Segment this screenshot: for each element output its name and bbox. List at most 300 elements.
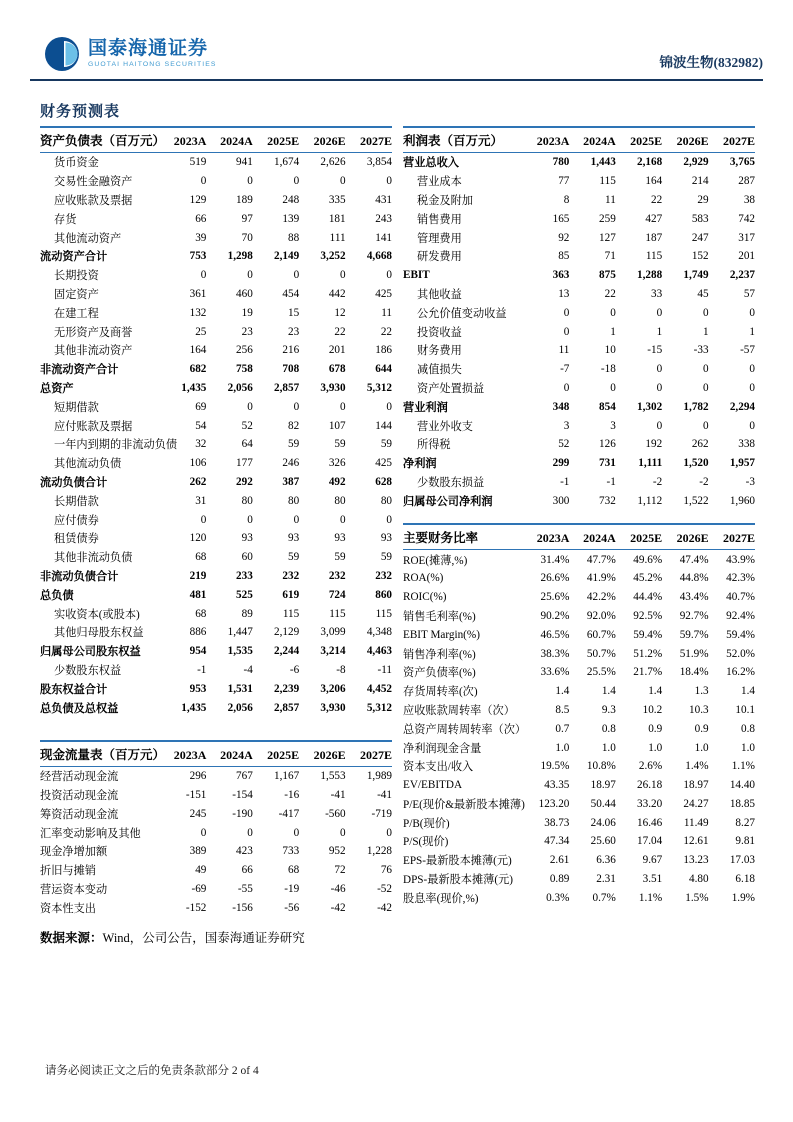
cell-value: 129 <box>189 193 207 206</box>
row-label: 应付账款及票据 <box>54 420 133 433</box>
cell-value: 139 <box>282 212 300 225</box>
year-col-header: 2023A <box>536 531 570 546</box>
cell-value: 85 <box>558 250 570 263</box>
cell-value: -417 <box>278 807 300 820</box>
cell-value: 3,206 <box>320 682 346 695</box>
cell-value: 123.20 <box>538 797 570 810</box>
cell-value: 296 <box>189 770 207 783</box>
cell-value: 181 <box>328 212 346 225</box>
row-label: 折旧与摊销 <box>40 865 96 878</box>
cell-value: 40.7% <box>726 591 755 604</box>
cell-value: -6 <box>289 663 300 676</box>
brand-name-cn: 国泰海通证券 <box>88 38 209 60</box>
cell-value: 361 <box>189 287 207 300</box>
cell-value: 363 <box>552 269 570 282</box>
table-row <box>403 888 755 907</box>
cell-value: 33 <box>651 287 663 300</box>
cell-value: 47.4% <box>679 553 709 566</box>
cell-value: 0 <box>610 381 616 394</box>
cell-value: 1.4 <box>648 685 663 698</box>
cell-value: 300 <box>552 494 570 507</box>
table-row <box>403 341 755 360</box>
cell-value: 22 <box>334 325 346 338</box>
cell-value: 89 <box>241 607 253 620</box>
table-row <box>403 266 755 285</box>
cell-value: 0 <box>610 306 616 319</box>
cell-value: 3,099 <box>320 626 346 639</box>
cell-value: 0 <box>656 363 663 376</box>
cell-value: 1,535 <box>227 645 253 658</box>
cell-value: 0 <box>293 175 300 188</box>
cell-value: -719 <box>371 807 392 820</box>
cell-value: 3,930 <box>320 381 346 394</box>
cell-value: 1 <box>749 325 755 338</box>
cell-value: 0 <box>200 826 207 839</box>
row-label: 净利润现金含量 <box>403 742 482 755</box>
cell-value: 1.0 <box>555 741 570 754</box>
year-col-header: 2024A <box>583 531 616 546</box>
cell-value: -56 <box>284 901 300 914</box>
cell-value: 2,929 <box>683 156 709 169</box>
table-row <box>40 548 392 567</box>
cell-value: 111 <box>329 231 346 244</box>
cell-value: -2 <box>699 475 709 488</box>
row-label: 其他非流动资产 <box>54 345 133 358</box>
cell-value: 2,237 <box>729 269 755 282</box>
cell-value: 1.4 <box>555 685 570 698</box>
table-row <box>403 285 755 304</box>
row-label: 流动负债合计 <box>40 476 108 489</box>
cell-value: 0 <box>386 269 392 282</box>
table-row <box>403 191 755 210</box>
cell-value: 3,214 <box>320 645 346 658</box>
cell-value: 3 <box>610 419 616 432</box>
table-row <box>403 813 755 832</box>
table-title: 现金流量表（百万元） <box>40 747 166 762</box>
cell-value: 165 <box>552 212 570 225</box>
year-col-header: 2025E <box>630 134 663 148</box>
row-label: EBIT Margin(%) <box>403 628 480 641</box>
row-label: P/B(现价) <box>403 817 450 830</box>
cell-value: 708 <box>282 363 300 376</box>
table-row <box>403 701 755 720</box>
cell-value: 731 <box>599 457 616 470</box>
data-source-label: 数据来源： <box>40 931 103 945</box>
row-label: 减值损失 <box>417 364 462 377</box>
cell-value: 115 <box>329 607 346 620</box>
row-label: 非流动资产合计 <box>40 364 119 377</box>
table-row <box>403 569 755 588</box>
cell-value: 189 <box>236 193 253 206</box>
cell-value: 5,312 <box>366 381 392 394</box>
cell-value: 8.27 <box>735 816 755 829</box>
cell-value: 1,749 <box>683 269 709 282</box>
row-label: 研发费用 <box>417 251 462 264</box>
table-row <box>40 529 392 548</box>
cell-value: 780 <box>552 156 570 169</box>
cell-value: 201 <box>738 250 755 263</box>
cell-value: 644 <box>375 363 392 376</box>
row-label: 长期投资 <box>54 270 99 283</box>
cell-value: 10.1 <box>735 703 755 716</box>
cell-value: 23 <box>288 325 300 338</box>
cell-value: 2,857 <box>274 701 300 714</box>
cell-value: 24.06 <box>590 816 616 829</box>
cell-value: 732 <box>599 494 616 507</box>
cell-value: 31.4% <box>540 553 570 566</box>
cell-value: 682 <box>189 363 207 376</box>
cell-value: 1.0 <box>601 741 616 754</box>
cell-value: -69 <box>191 883 207 896</box>
cell-value: 22 <box>651 193 663 206</box>
cell-value: 3,765 <box>729 156 755 169</box>
cell-value: 753 <box>189 250 207 263</box>
cell-value: 60.7% <box>586 628 616 641</box>
cell-value: 1,531 <box>227 682 253 695</box>
year-col-header: 2026E <box>313 747 346 762</box>
cell-value: 1,443 <box>590 156 616 169</box>
cell-value: 0 <box>200 175 207 188</box>
cell-value: 80 <box>288 494 300 507</box>
cell-value: 144 <box>375 419 392 432</box>
cell-value: 481 <box>189 588 207 601</box>
year-col-header: 2023A <box>173 747 207 762</box>
table-row <box>403 435 755 454</box>
cell-value: 0 <box>656 419 663 432</box>
cell-value: 767 <box>236 770 253 783</box>
table-row <box>403 397 755 416</box>
cell-value: 0.7 <box>555 722 570 735</box>
cell-value: 860 <box>375 588 392 601</box>
cell-value: 952 <box>328 845 346 858</box>
cell-value: 80 <box>334 494 346 507</box>
cell-value: 1,435 <box>181 701 207 714</box>
row-label: 资产负债率(%) <box>403 667 476 680</box>
cell-value: 93 <box>334 532 346 545</box>
cash-flow-table <box>40 740 392 917</box>
table-title: 主要财务比率 <box>403 531 479 546</box>
cell-value: 1,553 <box>320 770 346 783</box>
cell-value: 0 <box>703 363 709 376</box>
year-col-header: 2027E <box>722 134 755 148</box>
table-row <box>40 805 392 824</box>
cell-value: 18.85 <box>729 797 755 810</box>
table-row <box>40 191 392 210</box>
table-row <box>403 682 755 701</box>
cell-value: 0 <box>386 513 392 526</box>
cell-value: 3.51 <box>642 873 663 886</box>
row-label: 固定资产 <box>54 288 99 301</box>
cell-value: 51.2% <box>633 647 663 660</box>
cell-value: 0 <box>749 381 755 394</box>
table-row <box>403 663 755 682</box>
row-label: DPS-最新股本摊薄(元) <box>403 874 514 887</box>
cell-value: 192 <box>645 438 663 451</box>
cell-value: 0 <box>247 513 253 526</box>
cell-value: 1,111 <box>638 457 663 470</box>
table-row <box>40 153 392 172</box>
cell-value: 42.2% <box>586 591 616 604</box>
right-column <box>403 126 755 917</box>
cell-value: 4,348 <box>366 626 392 639</box>
table-row <box>40 397 392 416</box>
table-row <box>40 341 392 360</box>
cell-value: 1,520 <box>683 457 709 470</box>
cell-value: 1,989 <box>366 770 392 783</box>
cell-value: 0 <box>293 269 300 282</box>
row-label: 货币资金 <box>54 157 99 170</box>
cell-value: 0.3% <box>546 891 570 904</box>
row-label: 投资活动现金流 <box>40 790 119 803</box>
cell-value: -57 <box>740 344 755 357</box>
cell-value: 348 <box>552 400 570 413</box>
row-label: 资本支出/收入 <box>403 761 474 774</box>
cell-value: 54 <box>195 419 207 432</box>
table-row <box>40 767 392 786</box>
cell-value: 4,668 <box>366 250 392 263</box>
row-label: 营业总收入 <box>403 157 459 170</box>
cell-value: 49.6% <box>633 553 663 566</box>
cell-value: 299 <box>552 457 570 470</box>
table-row <box>40 861 392 880</box>
row-label: 应收账款及票据 <box>54 194 133 207</box>
cell-value: 0 <box>563 381 570 394</box>
cell-value: -1 <box>606 475 616 488</box>
table-row <box>403 209 755 228</box>
cell-value: 72 <box>334 864 346 877</box>
cell-value: 59 <box>380 551 392 564</box>
cell-value: 16.46 <box>637 816 663 829</box>
table-row <box>40 473 392 492</box>
cell-value: 13.23 <box>683 854 709 867</box>
cell-value: 0 <box>749 419 755 432</box>
cell-value: 1,957 <box>729 457 755 470</box>
cell-value: 1,782 <box>683 400 709 413</box>
cell-value: 152 <box>691 250 709 263</box>
content-area <box>40 126 755 917</box>
cell-value: 256 <box>236 344 253 357</box>
cell-value: 1,674 <box>274 156 300 169</box>
cell-value: 232 <box>282 569 300 582</box>
cell-value: 3 <box>563 419 570 432</box>
table-row <box>40 454 392 473</box>
cell-value: 0 <box>563 306 570 319</box>
cell-value: -55 <box>237 883 253 896</box>
row-label: 经营活动现金流 <box>40 771 119 784</box>
row-label: ROA(%) <box>403 572 444 585</box>
cell-value: 3,854 <box>366 156 392 169</box>
cell-value: 247 <box>691 231 709 244</box>
cell-value: 262 <box>189 475 207 488</box>
cell-value: 12.61 <box>683 835 709 848</box>
cell-value: 24.27 <box>683 797 709 810</box>
cell-value: 22 <box>604 287 616 300</box>
year-col-header: 2023A <box>173 134 207 148</box>
cell-value: 19.5% <box>540 760 570 773</box>
cell-value: -154 <box>232 789 253 802</box>
cell-value: 0.7% <box>592 891 616 904</box>
cell-value: 44.8% <box>679 572 709 585</box>
cell-value: 26.6% <box>540 572 570 585</box>
row-label: 少数股东损益 <box>417 476 485 489</box>
cell-value: 1.1% <box>731 760 755 773</box>
cell-value: 17.04 <box>637 835 663 848</box>
cell-value: 886 <box>189 626 207 639</box>
year-col-header: 2027E <box>722 531 755 546</box>
cell-value: 1,522 <box>683 494 709 507</box>
cell-value: 64 <box>241 438 253 451</box>
cell-value: 1.0 <box>694 741 709 754</box>
cell-value: 1.4 <box>601 685 616 698</box>
cell-value: 120 <box>189 532 207 545</box>
cell-value: 0 <box>749 363 755 376</box>
cell-value: 44.4% <box>633 591 663 604</box>
cell-value: 317 <box>738 231 755 244</box>
cell-value: 219 <box>189 569 207 582</box>
table-row <box>403 644 755 663</box>
cell-value: 0 <box>247 400 253 413</box>
table-row <box>403 454 755 473</box>
cell-value: 0 <box>386 826 392 839</box>
cell-value: 50.7% <box>586 647 616 660</box>
year-col-header: 2023A <box>536 134 570 148</box>
cell-value: 2,168 <box>637 156 663 169</box>
brand-logo <box>44 36 216 72</box>
table-title: 资产负债表（百万元） <box>40 134 166 148</box>
cell-value: 82 <box>288 419 300 432</box>
row-label: 股东权益合计 <box>40 683 108 696</box>
stock-name-label: 锦波生物(832982) <box>659 55 763 70</box>
cell-value: 80 <box>241 494 253 507</box>
cell-value: 0 <box>563 325 570 338</box>
cell-value: 66 <box>195 212 207 225</box>
row-label: 总负债及总权益 <box>40 702 119 715</box>
cell-value: 43.4% <box>679 591 709 604</box>
cell-value: 724 <box>328 588 346 601</box>
cell-value: 953 <box>189 682 207 695</box>
table-row <box>40 228 392 247</box>
table-row <box>40 379 392 398</box>
cell-value: 25.6% <box>540 591 570 604</box>
cell-value: -8 <box>336 663 346 676</box>
cell-value: 0 <box>293 513 300 526</box>
cell-value: 2,626 <box>320 156 346 169</box>
year-col-header: 2025E <box>630 531 663 546</box>
cell-value: 15 <box>288 306 300 319</box>
brand-name-en: GUOTAI HAITONG SECURITIES <box>88 61 217 69</box>
cell-value: 2,239 <box>274 682 300 695</box>
cell-value: -151 <box>185 789 207 802</box>
cell-value: 954 <box>189 645 207 658</box>
cell-value: 232 <box>328 569 346 582</box>
cell-value: 214 <box>691 175 709 188</box>
row-label: 短期借款 <box>54 401 99 414</box>
cell-value: 2,294 <box>729 400 755 413</box>
row-label: 非流动负债合计 <box>40 570 119 583</box>
cell-value: 33.6% <box>540 666 570 679</box>
cell-value: 1,298 <box>227 250 253 263</box>
table-row <box>40 322 392 341</box>
cell-value: 80 <box>380 494 392 507</box>
cell-value: 97 <box>241 212 253 225</box>
cell-value: 0.89 <box>549 873 570 886</box>
cell-value: 1.3 <box>694 685 709 698</box>
cell-value: 39 <box>195 231 207 244</box>
cell-value: 43.9% <box>726 553 755 566</box>
income-statement-header <box>403 126 755 153</box>
cell-value: 115 <box>375 607 392 620</box>
cell-value: 93 <box>380 532 392 545</box>
table-row <box>403 303 755 322</box>
cell-value: 0 <box>293 826 300 839</box>
cell-value: 132 <box>189 306 207 319</box>
table-row <box>403 172 755 191</box>
cell-value: 29 <box>697 193 709 206</box>
cell-value: 854 <box>599 400 616 413</box>
cell-value: -156 <box>232 901 253 914</box>
table-row <box>403 607 755 626</box>
cell-value: 13 <box>558 287 570 300</box>
income-statement-body <box>403 153 755 510</box>
cell-value: -33 <box>693 344 709 357</box>
cell-value: 42.3% <box>726 572 755 585</box>
cell-value: 1,112 <box>637 494 663 507</box>
cell-value: 619 <box>282 588 300 601</box>
row-label: 销售费用 <box>417 213 462 226</box>
cell-value: 47.7% <box>586 553 616 566</box>
cell-value: 9.3 <box>601 703 616 716</box>
cell-value: 41.9% <box>586 572 616 585</box>
table-title: 利润表（百万元） <box>403 134 504 148</box>
cell-value: 12 <box>334 306 346 319</box>
cell-value: -15 <box>647 344 663 357</box>
cell-value: 25.60 <box>590 835 616 848</box>
row-label: 其他流动资产 <box>54 232 122 245</box>
cell-value: 22 <box>380 325 392 338</box>
cell-value: 59 <box>380 438 392 451</box>
cell-value: 1 <box>703 325 709 338</box>
cell-value: 4,452 <box>366 682 392 695</box>
cell-value: 233 <box>236 569 253 582</box>
row-label: 租赁债券 <box>54 533 99 546</box>
cell-value: 141 <box>375 231 392 244</box>
cell-value: 2.61 <box>549 854 570 867</box>
cell-value: 25.5% <box>586 666 616 679</box>
cell-value: 1.9% <box>731 891 755 904</box>
cell-value: 6.18 <box>735 873 755 886</box>
cell-value: 1,435 <box>181 381 207 394</box>
table-row <box>40 623 392 642</box>
cell-value: 38 <box>743 193 755 206</box>
table-row <box>403 322 755 341</box>
table-row <box>403 832 755 851</box>
cell-value: 16.2% <box>726 666 755 679</box>
cell-value: 8 <box>563 193 570 206</box>
table-row <box>40 698 392 717</box>
cell-value: 0 <box>247 826 253 839</box>
cell-value: 76 <box>380 864 392 877</box>
cell-value: -16 <box>284 789 300 802</box>
cell-value: 492 <box>328 475 346 488</box>
cell-value: 0 <box>200 269 207 282</box>
row-label: 一年内到期的非流动负债 <box>54 439 178 452</box>
table-row <box>40 604 392 623</box>
table-row <box>40 585 392 604</box>
row-label: 管理费用 <box>417 232 462 245</box>
cell-value: -2 <box>652 475 663 488</box>
cell-value: -41 <box>377 789 392 802</box>
cell-value: 0 <box>749 306 755 319</box>
